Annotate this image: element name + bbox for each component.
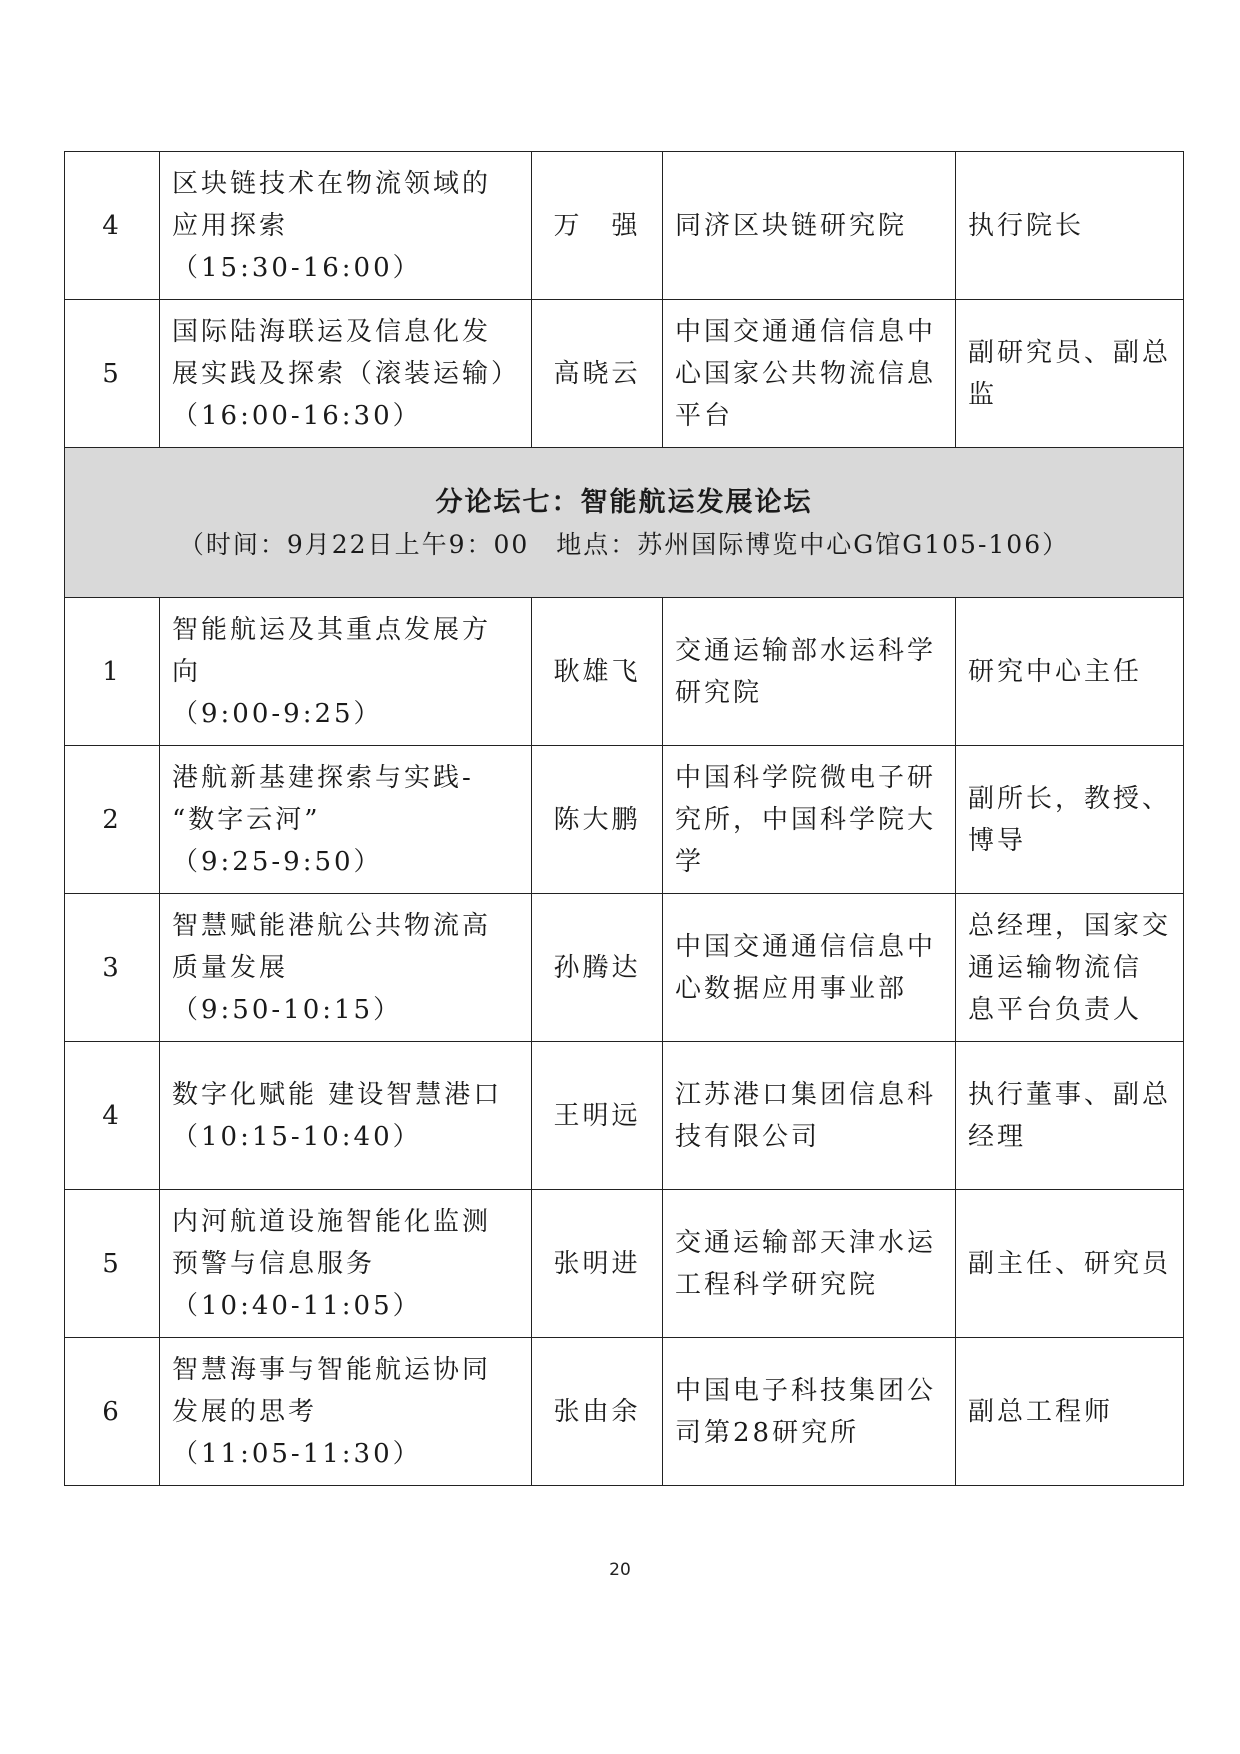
organization-line: 同济区块链研究院 bbox=[675, 210, 908, 241]
topic-line: 应用探索 bbox=[172, 210, 289, 241]
organization-cell bbox=[663, 1338, 956, 1486]
topic-line: 发展的思考 bbox=[172, 1396, 318, 1427]
topic-line: 国际陆海联运及信息化发 bbox=[172, 316, 492, 347]
organization-cell bbox=[663, 894, 956, 1042]
position-line: 总经理，国家交 bbox=[968, 910, 1172, 941]
speaker-name: 张由余 bbox=[532, 1338, 663, 1486]
position-line: 息平台负责人 bbox=[968, 994, 1143, 1025]
topic-time: （16:00-16:30） bbox=[172, 400, 422, 431]
topic-line: 区块链技术在物流领域的 bbox=[172, 168, 492, 199]
topic-cell bbox=[160, 598, 532, 746]
organization-line: 学 bbox=[675, 846, 705, 877]
row-number: 6 bbox=[65, 1338, 160, 1486]
position-cell bbox=[956, 1338, 1184, 1486]
row-number: 4 bbox=[65, 152, 160, 300]
position-line: 博导 bbox=[968, 825, 1027, 856]
topic-cell bbox=[160, 1042, 532, 1190]
topic-time: （9:00-9:25） bbox=[172, 698, 383, 729]
topic-line: 内河航道设施智能化监测 bbox=[172, 1206, 492, 1237]
table-row bbox=[65, 1338, 1184, 1486]
organization-cell bbox=[663, 598, 956, 746]
organization-cell bbox=[663, 1042, 956, 1190]
table-row bbox=[65, 598, 1184, 746]
organization-cell bbox=[663, 300, 956, 448]
organization-line: 心数据应用事业部 bbox=[675, 973, 908, 1004]
speaker-name: 万 强 bbox=[532, 152, 663, 300]
position-cell bbox=[956, 894, 1184, 1042]
table-row bbox=[65, 300, 1184, 448]
topic-time: （9:50-10:15） bbox=[172, 994, 403, 1025]
table-row bbox=[65, 1190, 1184, 1338]
row-number: 2 bbox=[65, 746, 160, 894]
organization-line: 江苏港口集团信息科 bbox=[675, 1079, 937, 1110]
topic-line: 港航新基建探索与实践- bbox=[172, 762, 474, 793]
section-subtitle: （时间：9月22日上午9：00 地点：苏州国际博览中心G馆G105-106） bbox=[178, 529, 1070, 559]
position-line: 经理 bbox=[968, 1121, 1027, 1152]
topic-cell bbox=[160, 152, 532, 300]
position-line: 副所长，教授、 bbox=[968, 783, 1172, 814]
organization-line: 司第28研究所 bbox=[675, 1417, 860, 1448]
topic-line: 智慧赋能港航公共物流高 bbox=[172, 910, 492, 941]
organization-line: 交通运输部天津水运 bbox=[675, 1227, 937, 1258]
topic-cell bbox=[160, 894, 532, 1042]
table-row bbox=[65, 1042, 1184, 1190]
row-number: 5 bbox=[65, 1190, 160, 1338]
row-number: 1 bbox=[65, 598, 160, 746]
position-cell bbox=[956, 300, 1184, 448]
organization-line: 平台 bbox=[675, 400, 734, 431]
topic-cell bbox=[160, 746, 532, 894]
organization-line: 心国家公共物流信息 bbox=[675, 358, 937, 389]
position-line: 执行院长 bbox=[968, 210, 1085, 241]
topic-time: （15:30-16:00） bbox=[172, 252, 422, 283]
organization-line: 中国科学院微电子研 bbox=[675, 762, 937, 793]
topic-line: 数字化赋能 建设智慧港口 bbox=[172, 1079, 503, 1110]
speaker-name: 孙腾达 bbox=[532, 894, 663, 1042]
topic-line: 智慧海事与智能航运协同 bbox=[172, 1354, 492, 1385]
topic-time: （11:05-11:30） bbox=[172, 1438, 422, 1469]
organization-line: 中国电子科技集团公 bbox=[675, 1375, 937, 1406]
row-number: 3 bbox=[65, 894, 160, 1042]
position-cell bbox=[956, 152, 1184, 300]
organization-line: 究所，中国科学院大 bbox=[675, 804, 937, 835]
position-line: 监 bbox=[968, 379, 998, 410]
organization-line: 技有限公司 bbox=[675, 1121, 821, 1152]
organization-line: 工程科学研究院 bbox=[675, 1269, 879, 1300]
speaker-name: 耿雄飞 bbox=[532, 598, 663, 746]
speaker-name: 高晓云 bbox=[532, 300, 663, 448]
agenda-table bbox=[64, 151, 1184, 1486]
speaker-name: 陈大鹏 bbox=[532, 746, 663, 894]
organization-line: 中国交通通信信息中 bbox=[675, 931, 937, 962]
topic-cell bbox=[160, 300, 532, 448]
row-number: 5 bbox=[65, 300, 160, 448]
section-header bbox=[65, 448, 1184, 598]
speaker-name: 王明远 bbox=[532, 1042, 663, 1190]
position-line: 通运输物流信 bbox=[968, 952, 1143, 983]
organization-cell bbox=[663, 152, 956, 300]
position-line: 副主任、研究员 bbox=[968, 1248, 1172, 1279]
table-row bbox=[65, 894, 1184, 1042]
topic-line: 展实践及探索（滚装运输） bbox=[172, 358, 521, 389]
topic-line: 智能航运及其重点发展方 bbox=[172, 614, 492, 645]
page-number: 20 bbox=[609, 1560, 631, 1580]
organization-line: 中国交通通信信息中 bbox=[675, 316, 937, 347]
table-row bbox=[65, 746, 1184, 894]
topic-line: 质量发展 bbox=[172, 952, 289, 983]
topic-time: （10:40-11:05） bbox=[172, 1290, 422, 1321]
position-line: 副研究员、副总 bbox=[968, 337, 1172, 368]
position-cell bbox=[956, 1190, 1184, 1338]
position-cell bbox=[956, 746, 1184, 894]
section-header-row bbox=[65, 448, 1184, 598]
speaker-name: 张明进 bbox=[532, 1190, 663, 1338]
topic-cell bbox=[160, 1190, 532, 1338]
topic-line: “数字云河” bbox=[172, 804, 321, 835]
organization-cell bbox=[663, 1190, 956, 1338]
topic-time: （9:25-9:50） bbox=[172, 846, 383, 877]
organization-line: 研究院 bbox=[675, 677, 763, 708]
topic-cell bbox=[160, 1338, 532, 1486]
position-line: 研究中心主任 bbox=[968, 656, 1143, 687]
table-row bbox=[65, 152, 1184, 300]
position-cell bbox=[956, 1042, 1184, 1190]
position-cell bbox=[956, 598, 1184, 746]
position-line: 副总工程师 bbox=[968, 1396, 1114, 1427]
topic-line: 向 bbox=[172, 656, 202, 687]
section-title: 分论坛七：智能航运发展论坛 bbox=[435, 486, 813, 518]
topic-line: 预警与信息服务 bbox=[172, 1248, 376, 1279]
organization-cell bbox=[663, 746, 956, 894]
organization-line: 交通运输部水运科学 bbox=[675, 635, 937, 666]
row-number: 4 bbox=[65, 1042, 160, 1190]
topic-time: （10:15-10:40） bbox=[172, 1121, 422, 1152]
position-line: 执行董事、副总 bbox=[968, 1079, 1172, 1110]
